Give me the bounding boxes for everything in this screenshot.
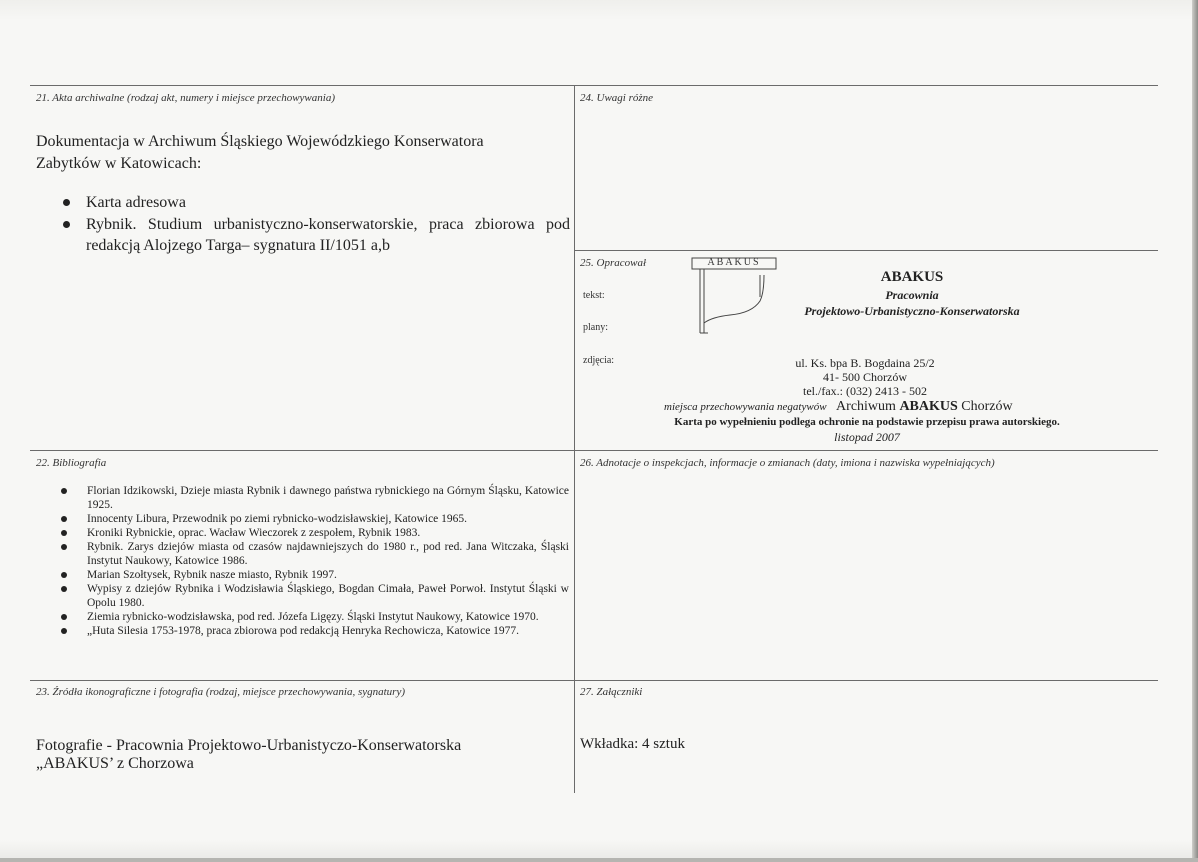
- negatives-value-bold: ABAKUS: [899, 399, 958, 414]
- section-23-line1: Fotografie - Pracownia Projektowo-Urbanistyczo-Konserwatorska: [36, 737, 462, 754]
- abakus-logo: [690, 257, 780, 335]
- column-divider: [574, 85, 575, 793]
- list-item: Marian Szołtysek, Rybnik nasze miasto, Rybnik 1997.: [59, 568, 569, 582]
- firm-name: ABAKUS: [880, 269, 944, 285]
- list-item: „Huta Silesia 1753-1978, praca zbiorowa pod redakcją Henryka Rechowicza, Katowice 1977.: [59, 624, 569, 638]
- firm-line3: Projektowo-Urbanistyczno-Konserwatorska: [804, 304, 1020, 318]
- list-item: Wypisy z dziejów Rybnika i Wodzisławia Śląskiego, Bogdan Cimała, Paweł Porwoł. Instytut Śląski w Opolu 1980.: [59, 582, 569, 610]
- list-item: Karta adresowa: [60, 192, 570, 213]
- paper-edge-bottom: [0, 858, 1198, 862]
- rule-mid: [30, 450, 1158, 451]
- list-item: Florian Idzikowski, Dzieje miasta Rybnik i dawnego państwa rybnickiego na Górnym Śląsku, Katowice 1925.: [59, 484, 569, 512]
- list-item: Rybnik. Studium urbanistyczno-konserwatorskie, praca zbiorowa pod redakcją Alojzego Targa– sygnatura II/1051 a,b: [60, 214, 570, 256]
- phone: tel./fax.: (032) 2413 - 502: [803, 384, 927, 398]
- section-27-label: 27. Załączniki: [580, 686, 643, 698]
- copyright-notice: Karta po wypełnieniu podlega ochronie na podstawie przepisu prawa autorskiego.: [674, 416, 1060, 428]
- list-item: Rybnik. Zarys dziejów miasta od czasów najdawniejszych do 1980 r., pod red. Jana Witczaka, Śląski Instytut Naukowy, Katowice 1986.: [59, 540, 569, 568]
- address-line1: ul. Ks. bpa B. Bogdaina 25/2: [795, 356, 935, 370]
- list-item: Kroniki Rybnickie, oprac. Wacław Wieczorek z zespołem, Rybnik 1983.: [59, 526, 569, 540]
- paper-edge-right: [1192, 0, 1198, 862]
- section-21-heading-line2: Zabytków w Katowicach:: [36, 155, 202, 172]
- section-22-label: 22. Bibliografia: [36, 457, 107, 469]
- bibliography-list: [59, 484, 569, 638]
- section-24-label: 24. Uwagi różne: [580, 92, 654, 104]
- tekst-label: tekst:: [583, 290, 605, 301]
- negatives-value-prefix: Archiwum: [836, 399, 900, 414]
- section-27-value: Wkładka: 4 sztuk: [580, 736, 685, 752]
- firm-line2: Pracownia: [885, 288, 939, 302]
- date: listopad 2007: [834, 430, 900, 444]
- section-26-label: 26. Adnotacje o inspekcjach, informacje o zmianach (daty, imiona i nazwiska wypełniających): [580, 457, 995, 469]
- address-line2: 41- 500 Chorzów: [823, 370, 907, 384]
- section-21-list: [60, 192, 570, 257]
- zdjecia-label: zdjęcia:: [583, 355, 615, 366]
- section-23-line2: „ABAKUS’ z Chorzowa: [36, 755, 194, 772]
- plany-label: plany:: [583, 322, 608, 333]
- section-23-label: 23. Źródła ikonograficzne i fotografia (rodzaj, miejsce przechowywania, sygnatury): [36, 686, 405, 698]
- rule-top: [30, 85, 1158, 86]
- negatives-storage: [664, 399, 1084, 415]
- section-25-label: 25. Opracował: [580, 257, 646, 269]
- logo-text: ABAKUS: [707, 257, 761, 268]
- list-item: Ziemia rybnicko-wodzisławska, pod red. Józefa Ligęzy. Śląski Instytut Naukowy, Katowice 1970.: [59, 610, 569, 624]
- section-21-label: 21. Akta archiwalne (rodzaj akt, numery i miejsce przechowywania): [36, 92, 335, 104]
- rule-right-24-25: [574, 250, 1158, 251]
- negatives-label: miejsca przechowywania negatywów: [664, 401, 827, 413]
- negatives-value-suffix: Chorzów: [957, 399, 1013, 414]
- list-item: Innocenty Libura, Przewodnik po ziemi rybnicko-wodzisławskiej, Katowice 1965.: [59, 512, 569, 526]
- rule-lower: [30, 680, 1158, 681]
- section-21-heading-line1: Dokumentacja w Archiwum Śląskiego Wojewódzkiego Konserwatora: [36, 133, 484, 150]
